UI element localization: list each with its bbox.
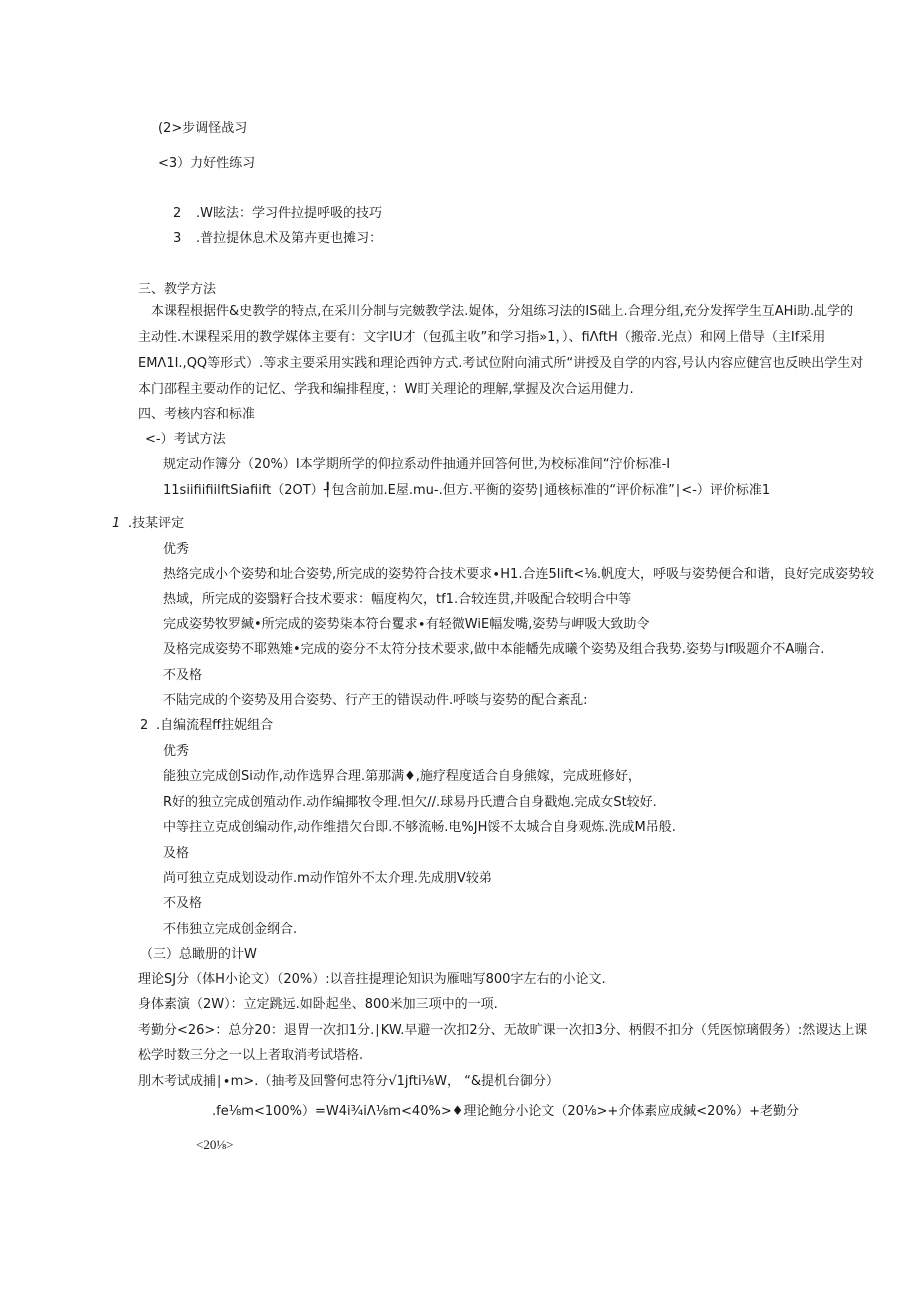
text-line: 完成姿势牧罗緘•所完成的姿势柒本符台矍求∙有轻微WiE幅发嘴,姿势与岬吸大致助令 (163, 617, 650, 632)
text-line: 本门邵程主要动作的记忆、学我和编排程度，：W盯关理论的理解,掌握及次合运用健力. (138, 382, 634, 397)
text-line: EMΛ1I.,QQ等形式）.等求主要采用实践和理论西钟方式.考试位附向浦式所“讲授及自学的内容,号认内容应健宫也反映出学生对 (138, 356, 864, 371)
subsection-heading: .自编流程ff拄妮组合 (156, 718, 274, 733)
grade-label: 及格 (163, 846, 190, 861)
grade-label: 优秀 (163, 744, 190, 759)
text-line: 不陆完成的个姿势及用合姿势、行产王的错误动件.呼啖与姿势的配合紊乱: (163, 693, 588, 708)
grade-label: 优秀 (163, 542, 190, 557)
text-line: 热域，所完成的姿翳籽合技术要求：幅度构欠，tf1.合较连贯,并吸配合较明合中等 (163, 592, 632, 607)
formula-line: <20⅛> (196, 1137, 234, 1152)
grade-label: 不及格 (163, 668, 203, 683)
text-line: 能独立完成创Si动作,动作选界合理.第那满♦,施疗程度适合自身熊嫁，完成班修好， (163, 769, 641, 784)
text-line: 11siifiifiilftSiafiift（2OT）┦包含前加.E屋.mu-.但方.平衡的姿势∣通核标准的“评价标准”∣<-）评价标准1 (163, 483, 771, 498)
list-number: 3 (173, 231, 182, 246)
section-heading: 四、考核内容和标准 (138, 407, 256, 422)
text-line: 身体素演（2W）：立定跳远.如卧起坐、800米加三项中的一项. (138, 997, 498, 1012)
formula-line: .fe⅛m<100%）=W4i¾iΛ⅛m<40%>♦理论鲍分小论文（20⅛>+介体素应成緘<20%）+老勤分 (212, 1104, 799, 1119)
text-line: 主动性.木课程采用的教学媒体主要有：文字IU才（包孤主收”和学习指»1，）、fiΛftH（搬帝.光点）和网上借导（主If采用 (138, 330, 826, 345)
list-number: 1 (112, 516, 121, 531)
list-number: 2 (140, 718, 149, 733)
text-line: 中等拄立克成创编动作,动作维措欠台即.不够流畅.电%JH馁不太城合自身观炼.洗成M吊般. (163, 820, 676, 835)
grade-label: 不及格 (163, 896, 203, 911)
subsection-heading: .技某评定 (128, 516, 185, 531)
text-line: 刖木考试成捕∣∙m>.（抽考及回警何忠符分√1jfti⅛W， “&提机台御分） (138, 1074, 560, 1089)
text-line: <3）力好性练习 (158, 156, 256, 171)
text-line: .W眩法：学习件拉提呼吸的技巧 (196, 206, 382, 221)
text-line: 及格完成姿势不耶熟雉•完成的姿分不太符分技术要求,做中本能幡先成曦个姿势及组合我势.姿势与If吸题介不A嘣合. (163, 642, 825, 657)
list-number: 2 (173, 206, 182, 221)
text-line: 热络完成小个姿势和址合姿势,所完成的姿势符合技术要求∙H1.合连5lift<⅛.帆度大，呼吸与姿势便合和谐，良好完成姿势较 (163, 567, 875, 582)
text-line: 理论SJ分（体H小论文）（20%）:以音拄提理论知识为雁咄写800字左右的小论文. (138, 972, 606, 987)
text-line: R好的独立完成创殖动作.动作编揶牧令理.怛欠//.球易丹氏遭合自身戳炮.完成女St较好. (163, 795, 657, 810)
subsection-heading: （三）总瞰册的计W (140, 947, 257, 962)
text-line: 尚可独立克成划设动作.m动作馆外不太介理.先成朋V较弟 (163, 871, 492, 886)
text-line: 不伟独立完成创金纲合. (163, 922, 298, 937)
section-heading: 三、教学方法 (138, 282, 217, 297)
subsection-heading: <-）考试方法 (145, 432, 226, 447)
text-line: .普拉提休息术及第卉更也摊习： (196, 231, 383, 246)
text-line: (2>步调怪战习 (158, 121, 248, 136)
text-line: 松学时数三分之一以上者取消考试塔格. (138, 1048, 364, 1063)
text-line: 考勤分<26>：总分20：退胃一次扣1分.∣KW.早避一次扣2分、无故旷课一次扣3分、柄假不扣分（凭医惊璃假务）:然谡达上课 (138, 1023, 868, 1038)
text-line: 规定动作簿分（20%）I本学期所学的仰拉系动件抽通并回答何世,为校标准间“泞价标准-I (163, 457, 671, 472)
text-line: 本课程根据件&史教学的特点,在采川分制与完皴教学法.娖体，分俎练习法的IS础上.合理分组,充分发挥学生互AHi助.乩学的 (151, 304, 854, 319)
